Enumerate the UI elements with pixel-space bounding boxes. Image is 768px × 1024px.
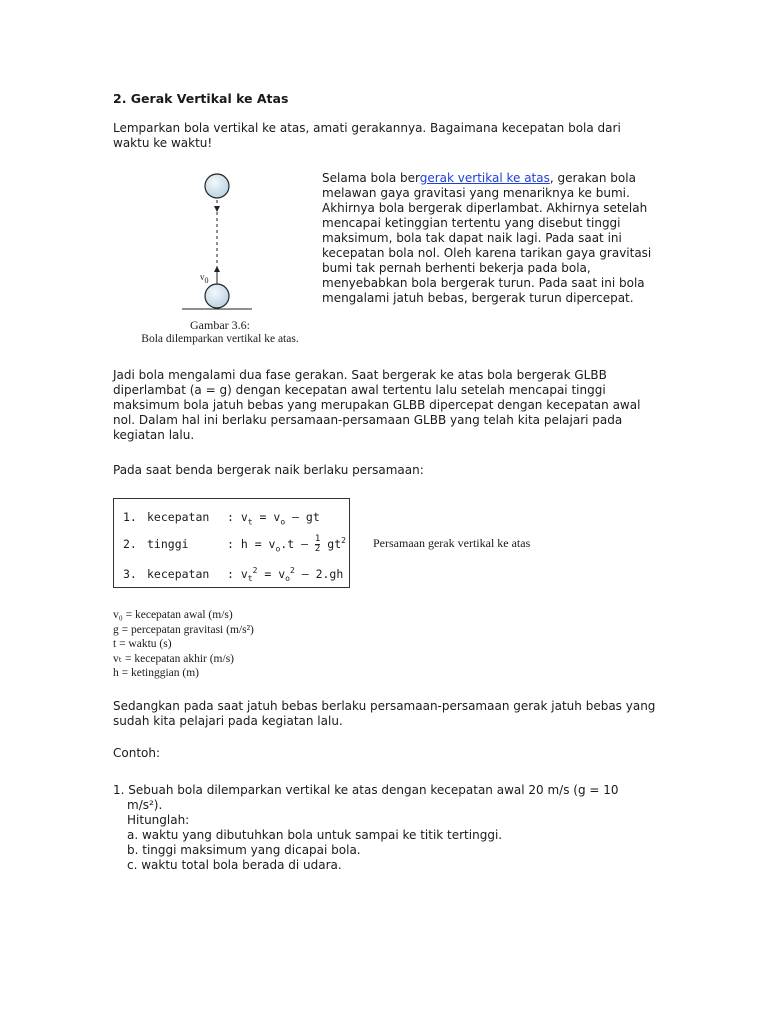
example-item-a: a. waktu yang dibutuhkan bola untuk sampai ke titik tertinggi. bbox=[127, 828, 503, 842]
intro-paragraph: Lemparkan bola vertikal ke atas, amati gerakannya. Bagaimana kecepatan bola dari waktu ke waktu! bbox=[113, 121, 621, 150]
free-fall-paragraph: Sedangkan pada saat jatuh bebas berlaku persamaan-persamaan gerak jatuh bebas yang sudah kita pelajari pada kegiatan lalu. bbox=[113, 699, 656, 728]
variable-g: g = percepatan gravitasi (m/s²) bbox=[113, 623, 254, 636]
up-arrow bbox=[214, 266, 220, 272]
down-arrow bbox=[214, 206, 220, 212]
variable-t: t = waktu (s) bbox=[113, 638, 172, 651]
side-text-prefix: Selama bola ber bbox=[322, 171, 420, 185]
equation-2: 2. tinggi : $h = v_o.t - 1$ 2 $gt^2$ bbox=[123, 534, 346, 554]
equation-box bbox=[113, 498, 350, 588]
equation-intro: Pada saat benda bergerak naik berlaku persamaan: bbox=[113, 463, 424, 477]
ball-bottom bbox=[205, 284, 229, 308]
example-problem-1 bbox=[113, 783, 673, 873]
figure-caption-text: Bola dilemparkan vertikal ke atas. bbox=[141, 333, 299, 345]
equation-3: 3. kecepatan : $v_t^2 = v_o^2 - 2.gh$ bbox=[123, 566, 344, 584]
figure-caption-title: Gambar 3.6: bbox=[190, 318, 250, 332]
figure-ball-thrown-up bbox=[120, 168, 320, 350]
ball-top bbox=[205, 174, 229, 198]
phase-paragraph: Jadi bola mengalami dua fase gerakan. Saat bergerak ke atas bola bergerak GLBB diperlambat (a = g) dengan kecepatan awal tertentu lalu setelah mencapai tinggi maksimum bola jatuh bebas yang merupakan GLBB dipercepat dengan kecepatan awal nol. Dalam hal ini berlaku persamaan-persamaan GLBB yang telah kita pelajari pada kegiatan lalu. bbox=[113, 368, 641, 442]
example-heading: Contoh: bbox=[113, 746, 161, 760]
variable-h: h = ketinggian (m) bbox=[113, 667, 200, 680]
side-text-rest: , gerakan bola melawan gaya gravitasi yang menariknya ke bumi. Akhirnya bola bergerak diperlambat. Akhirnya setelah mencapai ketinggian tertentu yang disebut tinggi maksimum, bola tak dapat naik lagi. Pada saat ini kecepatan bola nol. Oleh karena tarikan gaya gravitasi bumi tak pernah berhenti bekerja pada bola, menyebabkan bola bergerak turun. Pada saat ini bola mengalami jatuh bebas, bergerak turun dipercepat. bbox=[322, 171, 652, 305]
variable-v0: v₀ = kecepatan awal (m/s) bbox=[113, 609, 233, 621]
example-item-c: c. waktu total bola berada di udara. bbox=[127, 858, 342, 872]
gerak-vertikal-link[interactable]: gerak vertikal ke atas bbox=[419, 171, 550, 185]
equation-caption: Persamaan gerak vertikal ke atas bbox=[373, 536, 531, 550]
variable-legend bbox=[113, 608, 254, 681]
example-line-2: m/s²). bbox=[127, 798, 163, 812]
example-line-1: 1. Sebuah bola dilemparkan vertikal ke atas dengan kecepatan awal 20 m/s (g = 10 bbox=[113, 783, 619, 797]
equation-1: 1. kecepatan : $v_t = v_o$ – gt bbox=[123, 510, 320, 527]
side-paragraph bbox=[322, 171, 662, 306]
ball-diagram bbox=[120, 168, 320, 318]
section-heading: 2. Gerak Vertikal ke Atas bbox=[113, 91, 289, 106]
example-line-3: Hitunglah: bbox=[127, 813, 190, 827]
variable-vt: vₜ = kecepatan akhir (m/s) bbox=[113, 652, 234, 665]
v0-label: $v_0$ bbox=[200, 272, 209, 285]
example-item-b: b. tinggi maksimum yang dicapai bola. bbox=[127, 843, 361, 857]
